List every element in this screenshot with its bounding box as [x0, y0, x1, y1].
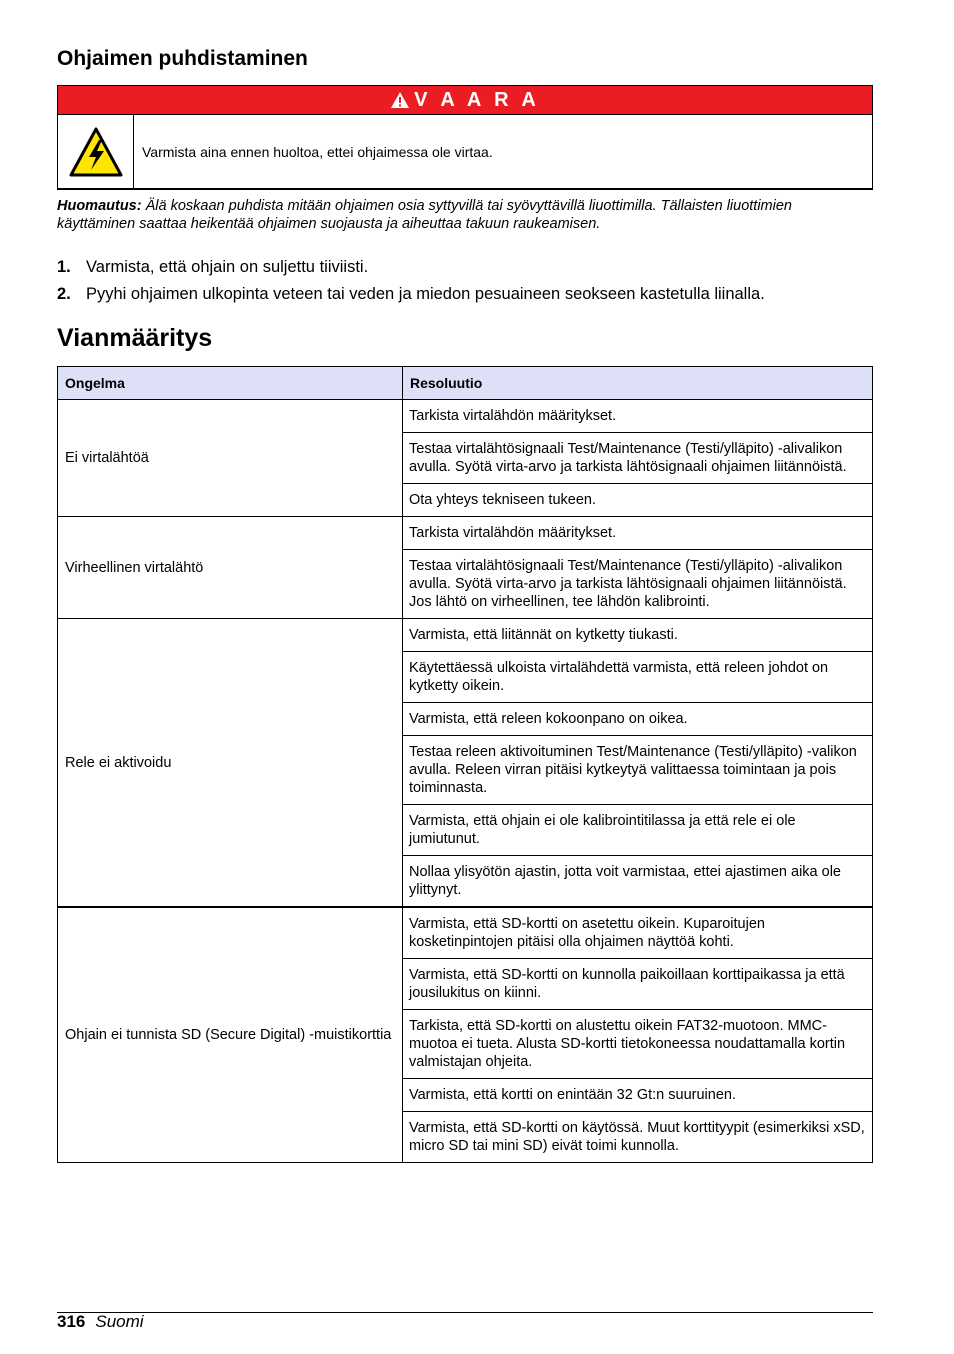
step-item [57, 281, 873, 308]
resolution-cell: Tarkista virtalähdön määritykset. [403, 400, 873, 433]
step-text: Varmista, että ohjain on suljettu tiiviisti. [86, 258, 369, 276]
problem-cell: Ei virtalähtöä [58, 400, 403, 517]
footer [57, 1311, 144, 1333]
resolution-cell: Testaa virtalähtösignaali Test/Maintenance (Testi/ylläpito) -alivalikon avulla. Syötä virta-arvo ja tarkista lähtösignaali ohjaimen liitännöistä. Jos lähtö on virheellinen, tee lähdön kalibrointi. [403, 550, 873, 619]
resolution-cell: Tarkista, että SD-kortti on alustettu oikein FAT32-muotoon. MMC-muotoa ei tueta. Alusta SD-kortti tietokoneessa noudattamalla kortin valmistajan ohjeita. [403, 1010, 873, 1079]
problem-cell: Ohjain ei tunnista SD (Secure Digital) -muistikorttia [58, 907, 403, 1163]
danger-box [57, 85, 873, 190]
step-item [57, 254, 873, 281]
resolution-cell: Varmista, että kortti on enintään 32 Gt:n suuruinen. [403, 1079, 873, 1112]
step-number: 1. [57, 258, 71, 276]
danger-header [58, 86, 872, 115]
step-text: Pyyhi ohjaimen ulkopinta veteen tai veden ja miedon pesuaineen seokseen kastetulla liinalla. [86, 285, 765, 303]
resolution-cell: Varmista, että SD-kortti on kunnolla paikoillaan korttipaikassa ja että jousilukitus on kiinni. [403, 959, 873, 1010]
resolution-cell: Nollaa ylisyötön ajastin, jotta voit varmistaa, ettei ajastimen aika ole ylittynyt. [403, 856, 873, 908]
problem-cell: Rele ei aktivoidu [58, 619, 403, 908]
table-row [58, 517, 873, 550]
resolution-cell: Varmista, että SD-kortti on käytössä. Muut korttityypit (esimerkiksi xSD, micro SD tai mini SD) eivät toimi kunnolla. [403, 1112, 873, 1163]
resolution-cell: Varmista, että liitännät on kytketty tiukasti. [403, 619, 873, 652]
column-header-resolution: Resoluutio [403, 367, 873, 400]
electrical-hazard-icon [58, 115, 134, 188]
danger-label: V A A R A [414, 88, 540, 111]
resolution-cell: Testaa virtalähtösignaali Test/Maintenance (Testi/ylläpito) -alivalikon avulla. Syötä virta-arvo ja tarkista lähtösignaali ohjaimen liitännöistä. [403, 433, 873, 484]
resolution-cell: Varmista, että SD-kortti on asetettu oikein. Kuparoitujen kosketinpintojen pitäisi olla ohjaimen näyttöä kohti. [403, 907, 873, 959]
table-row [58, 907, 873, 959]
step-number: 2. [57, 285, 71, 303]
table-row [58, 619, 873, 652]
page-number: 316 [57, 1312, 86, 1331]
troubleshooting-table [57, 366, 873, 1163]
section-title-cleaning: Ohjaimen puhdistaminen [57, 47, 308, 70]
note [57, 197, 873, 233]
footer-divider [57, 1312, 873, 1313]
warning-triangle-icon [390, 91, 410, 109]
cleaning-steps [57, 254, 873, 308]
resolution-cell: Varmista, että ohjain ei ole kalibrointitilassa ja että rele ei ole jumiutunut. [403, 805, 873, 856]
resolution-cell: Käytettäessä ulkoista virtalähdettä varmista, että releen johdot on kytketty oikein. [403, 652, 873, 703]
note-text: Älä koskaan puhdista mitään ohjaimen osia syttyvillä tai syövyttävillä liuottimilla. Tällaisten liuottimien käyttäminen saattaa heikentää ohjaimen suojausta ja aiheuttaa takuun raukeamisen. [57, 198, 792, 232]
section-title-troubleshooting: Vianmääritys [57, 324, 213, 352]
note-label: Huomautus: [57, 198, 142, 214]
problem-cell: Virheellinen virtalähtö [58, 517, 403, 619]
danger-message: Varmista aina ennen huoltoa, ettei ohjaimessa ole virtaa. [142, 143, 493, 160]
footer-language: Suomi [95, 1312, 144, 1331]
table-row [58, 400, 873, 433]
column-header-problem: Ongelma [58, 367, 403, 400]
resolution-cell: Varmista, että releen kokoonpano on oikea. [403, 703, 873, 736]
resolution-cell: Tarkista virtalähdön määritykset. [403, 517, 873, 550]
resolution-cell: Testaa releen aktivoituminen Test/Maintenance (Testi/ylläpito) -valikon avulla. Releen virran pitäisi kytkeytyä valittaessa toimintaan ja pois toiminnasta. [403, 736, 873, 805]
resolution-cell: Ota yhteys tekniseen tukeen. [403, 484, 873, 517]
